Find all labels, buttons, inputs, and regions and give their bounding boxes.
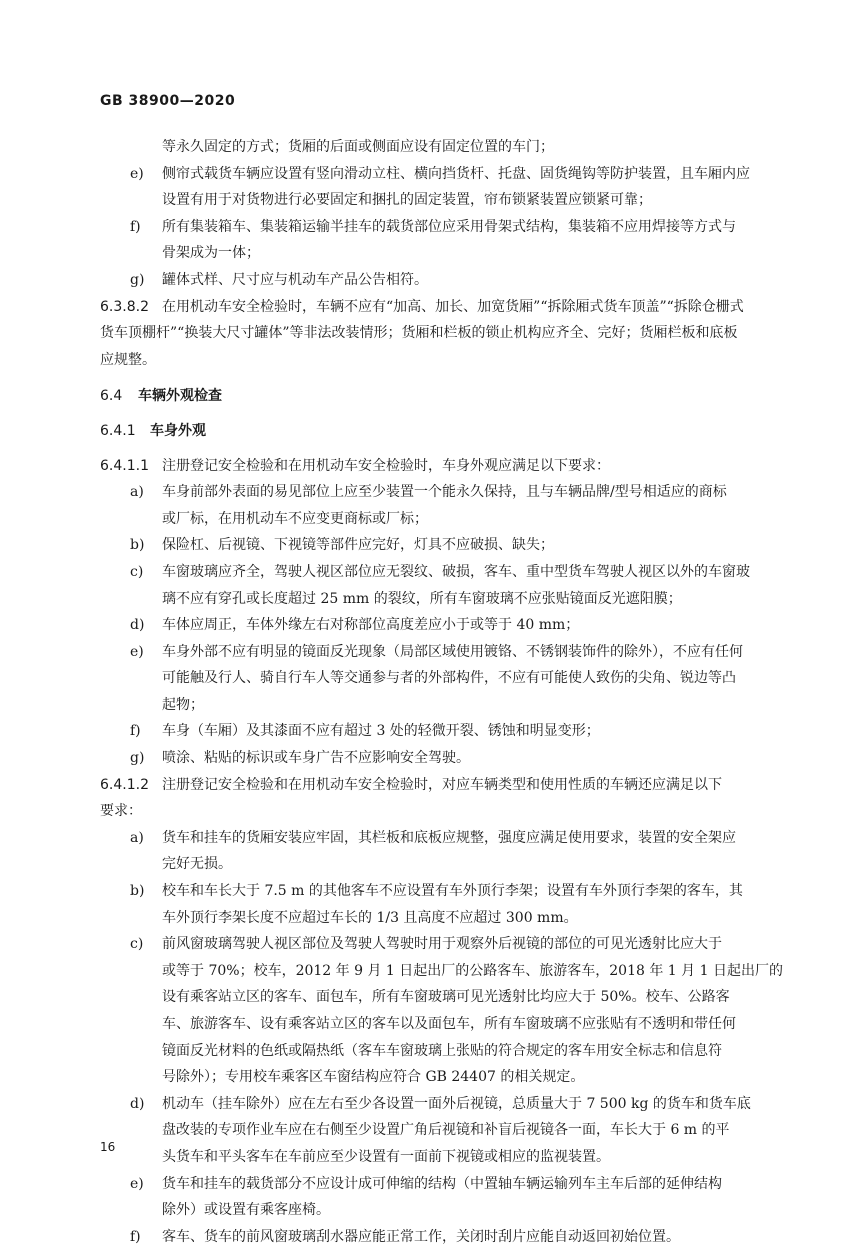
list-item: e) 侧帘式载货车辆应设置有竖向滑动立柱、横向挡货杆、托盘、固货绳钩等防护装置，且车厢内应 设置有用于对货物进行必要固定和捆扎的固定装置，帘布锁紧装置应锁紧可靠； [100, 161, 760, 214]
clause-6-4-1-2: 6.4.1.2 注册登记安全检验和在用机动车安全检验时，对应车辆类型和使用性质的车辆还应满足以下 要求： [100, 772, 760, 825]
list-marker: g) [130, 750, 145, 767]
list-item: f) 客车、货车的前风窗玻璃刮水器应能正常工作，关闭时刮片应能自动返回初始位置。 [100, 1224, 760, 1250]
section-title: 车身外观 [150, 422, 206, 439]
list-marker: e) [130, 643, 144, 660]
list-item: d) 机动车（挂车除外）应在左右至少各设置一面外后视镜，总质量大于 7 500 kg 的货车和货车底 盘改装的专项作业车应在右侧至少设置广角后视镜和补盲后视镜各一面，车长大于 6 m 的平 头货车和平头客车在车前应至少设置有一面前下视镜或相应的监视装置。 [100, 1091, 760, 1171]
list-item: g) 罐体式样、尺寸应与机动车产品公告相符。 [100, 267, 760, 294]
list-marker: b) [130, 883, 145, 900]
clause-number: 6.4.1.2 [100, 776, 149, 793]
list-item: a) 货车和挂车的货厢安装应牢固，其栏板和底板应规整，强度应满足使用要求，装置的安全架应 完好无损。 [100, 825, 760, 878]
list-marker: d) [130, 617, 145, 634]
page-content [100, 134, 783, 1250]
clause-6-4-1-1: 6.4.1.1 注册登记安全检验和在用机动车安全检验时，车身外观应满足以下要求： [100, 453, 760, 480]
list-item-continuation: 等永久固定的方式；货厢的后面或侧面应设有固定位置的车门； [162, 139, 554, 155]
list-item: c) 前风窗玻璃驾驶人视区部位及驾驶人驾驶时用于观察外后视镜的部位的可见光透射比应大于 或等于 70%；校车，2012 年 9 月 1 日起出厂的公路客车、旅游客车，2018 年 1 月 1 日起出厂的 设有乘客站立区的客车、面包车，所有车窗玻璃可见光透射比均应大于 50%。校车、公路客 车、旅游客车、设有乘客站立区的客车以及面包车，所有车窗玻璃不应张贴有不透明和带任何 镜面反光材料的色纸或隔热纸（客车车窗玻璃上张贴的符合规定的客车用安全标志和信息符 号除外）；专用校车乘客区车窗结构应符合 GB 24407 的相关规定。 [100, 931, 760, 1091]
list-marker: g) [130, 271, 145, 288]
list-marker: c) [130, 563, 144, 580]
list-marker: f) [130, 218, 141, 235]
list-marker: e) [130, 165, 144, 182]
clause-6-3-8-2: 6.3.8.2 在用机动车安全检验时，车辆不应有“加高、加长、加宽货厢”“拆除厢式货车顶盖”“拆除仓栅式 货车顶棚杆”“换装大尺寸罐体”等非法改装情形；货厢和栏板的锁止机构应齐全、完好；货厢栏板和底板 应规整。 [100, 294, 760, 374]
clause-number: 6.3.8.2 [100, 298, 149, 315]
section-title: 车辆外观检查 [138, 388, 222, 405]
section-heading-6-4 [100, 383, 760, 410]
list-marker: f) [130, 723, 141, 740]
clause-number: 6.4.1.1 [100, 457, 149, 474]
list-marker: c) [130, 936, 144, 953]
list-item: g) 喷涂、粘贴的标识或车身广告不应影响安全驾驶。 [100, 745, 760, 772]
section-number: 6.4 [100, 388, 123, 405]
list-marker: b) [130, 537, 145, 554]
list-marker: e) [130, 1175, 144, 1192]
list-marker: a) [130, 829, 144, 846]
list-marker: f) [130, 1228, 141, 1245]
section-number: 6.4.1 [100, 422, 136, 439]
standard-number-header: GB 38900—2020 [100, 93, 236, 109]
list-item: d) 车体应周正，车体外缘左右对称部位高度差应小于或等于 40 mm； [100, 612, 760, 639]
page-number: 16 [100, 1140, 116, 1154]
list-item: b) 保险杠、后视镜、下视镜等部件应完好，灯具不应破损、缺失； [100, 532, 760, 559]
list-item: a) 车身前部外表面的易见部位上应至少装置一个能永久保持，且与车辆品牌/型号相适应的商标 或厂标，在用机动车不应变更商标或厂标； [100, 479, 760, 532]
list-item: e) 货车和挂车的载货部分不应设计成可伸缩的结构（中置轴车辆运输列车主车后部的延伸结构 除外）或设置有乘客座椅。 [100, 1171, 760, 1224]
list-marker: d) [130, 1095, 145, 1112]
list-item: f) 所有集装箱车、集装箱运输半挂车的载货部位应采用骨架式结构，集装箱不应用焊接等方式与 骨架成为一体； [100, 214, 760, 267]
list-item: f) 车身（车厢）及其漆面不应有超过 3 处的轻微开裂、锈蚀和明显变形； [100, 718, 760, 745]
list-item: c) 车窗玻璃应齐全，驾驶人视区部位应无裂纹、破损，客车、重中型货车驾驶人视区以外的车窗玻 璃不应有穿孔或长度超过 25 mm 的裂纹，所有车窗玻璃不应张贴镜面反光遮阳膜； [100, 559, 760, 612]
list-marker: a) [130, 484, 144, 501]
section-heading-6-4-1 [100, 418, 760, 445]
list-item: e) 车身外部不应有明显的镜面反光现象（局部区域使用镀铬、不锈钢装饰件的除外），不应有任何 可能触及行人、骑自行车人等交通参与者的外部构件，不应有可能使人致伤的尖角、锐边等凸 起物； [100, 639, 760, 719]
list-item: b) 校车和车长大于 7.5 m 的其他客车不应设置有车外顶行李架；设置有车外顶行李架的客车，其 车外顶行李架长度不应超过车长的 1/3 且高度不应超过 300 mm。 [100, 878, 760, 931]
